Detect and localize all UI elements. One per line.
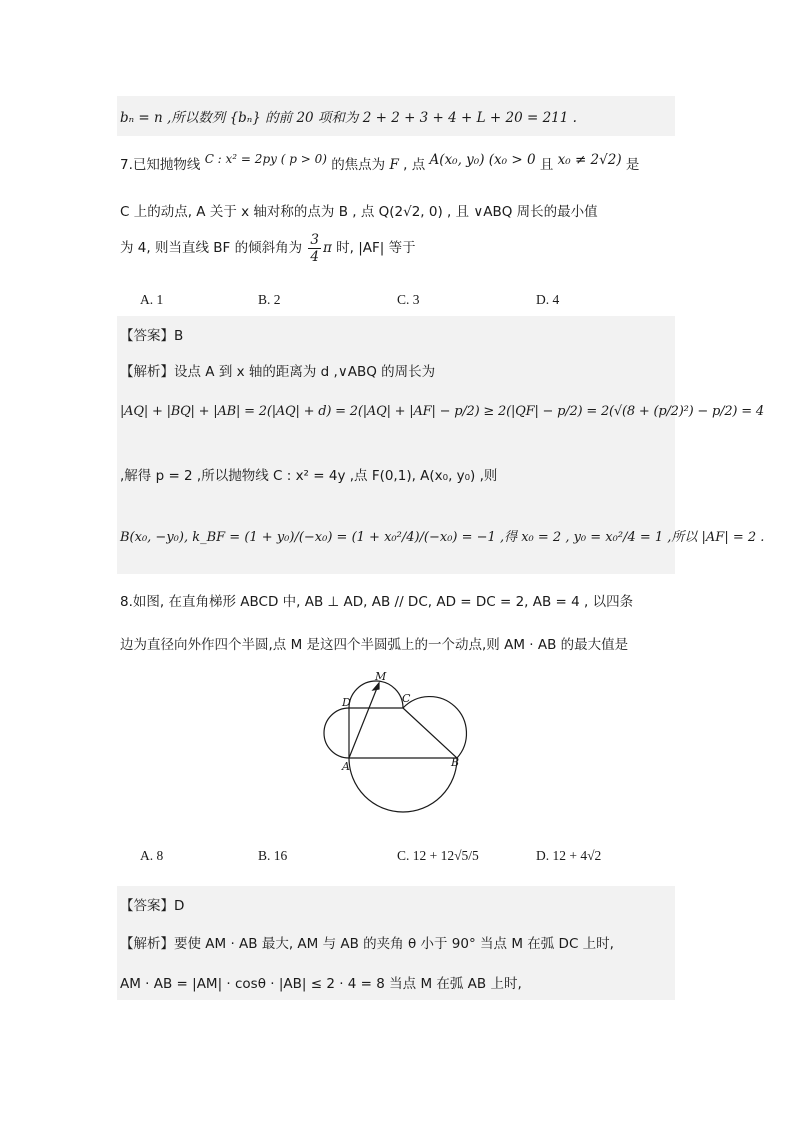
q7-option-c: C. 3 [397,292,420,307]
semicircle-ab [349,756,460,812]
label-b: B [451,756,460,769]
q8-option-b: B. 16 [258,848,288,863]
q7-answer: 【答案】B [120,328,184,344]
q7-option-b: B. 2 [258,292,281,307]
q7-stem-line2: C 上的动点, A 关于 x 轴对称的点为 B , 点 Q(2√2, 0) , 且 ∨ABQ 周长的最小值 [120,204,598,220]
label-d: D [342,696,351,709]
semicircle-ad [324,708,349,758]
q7-solution-line3: ,解得 p = 2 ,所以抛物线 C : x² = 4y ,点 F(0,1), A(x₀, y₀) ,则 [120,468,498,484]
q7-option-d: D. 4 [536,292,560,307]
q7-solution-line1: 【解析】设点 A 到 x 轴的距离为 d ,∨ABQ 的周长为 [120,364,436,380]
q7-solution-line2: |AQ| + |BQ| + |AB| = 2(|AQ| + d) = 2(|AQ| + |AF| − p/2) ≥ 2(|QF| − p/2) = 2(√(8 + (p/2)²) − p/2) = 4 [120,404,764,419]
arrow-head-m [373,683,379,690]
label-c: C [402,692,411,705]
q8-option-a: A. 8 [140,848,164,863]
semicircle-bc [403,697,466,758]
label-m: M [375,670,387,683]
q8-solution-line1: 【解析】要使 AM · AB 最大, AM 与 AB 的夹角 θ 小于 90° 当点 M 在弧 DC 上时, [120,936,614,952]
q8-option-d: D. 12 + 4√2 [536,848,602,863]
q8-option-c: C. 12 + 12√5/5 [397,848,479,863]
trapezoid-semicircles-figure [320,668,470,843]
q7-solution-line4: B(x₀, −y₀), k_BF = (1 + y₀)/(−x₀) = (1 + x₀²/4)/(−x₀) = −1 ,得 x₀ = 2 , y₀ = x₀²/4 = 1 ,所以 |AF| = 2 . [120,530,765,545]
label-a: A [342,760,350,773]
q7-option-a: A. 1 [140,292,164,307]
q7-stem-line1: 7.已知抛物线 C : x² = 2py ( p > 0) 的焦点为 F , 点 A(x₀, y₀) (x₀ > 0 且 x₀ ≠ 2√2) 是 [120,152,640,173]
prev-solution-line [120,106,577,126]
q8-solution-line2: AM · AB = |AM| · cosθ · |AB| ≤ 2 · 4 = 8 当点 M 在弧 AB 上时, [120,976,522,992]
q8-stem-line1: 8.如图, 在直角梯形 ABCD 中, AB ⊥ AD, AB // DC, AD = DC = 2, AB = 4 , 以四条 [120,594,634,610]
q8-stem-line2: 边为直径向外作四个半圆,点 M 是这四个半圆弧上的一个动点,则 AM · AB 的最大值是 [120,637,629,653]
semicircle-dc [349,681,403,708]
angle-fraction: $\frac{3}{4}$ [310,232,319,265]
q7-stem-line3: 为 4, 则当直线 BF 的倾斜角为 $\frac{3}{4}$ π 时, |AF| 等于 [120,232,416,265]
prev-line-text: bₙ = n ,所以数列 {bₙ} 的前 20 项和为 2 + 2 + 3 + 4 + L + 20 = 211 . [120,110,577,126]
trapezoid-outline [349,708,457,758]
q8-answer: 【答案】D [120,898,185,914]
segment-am [349,683,379,758]
